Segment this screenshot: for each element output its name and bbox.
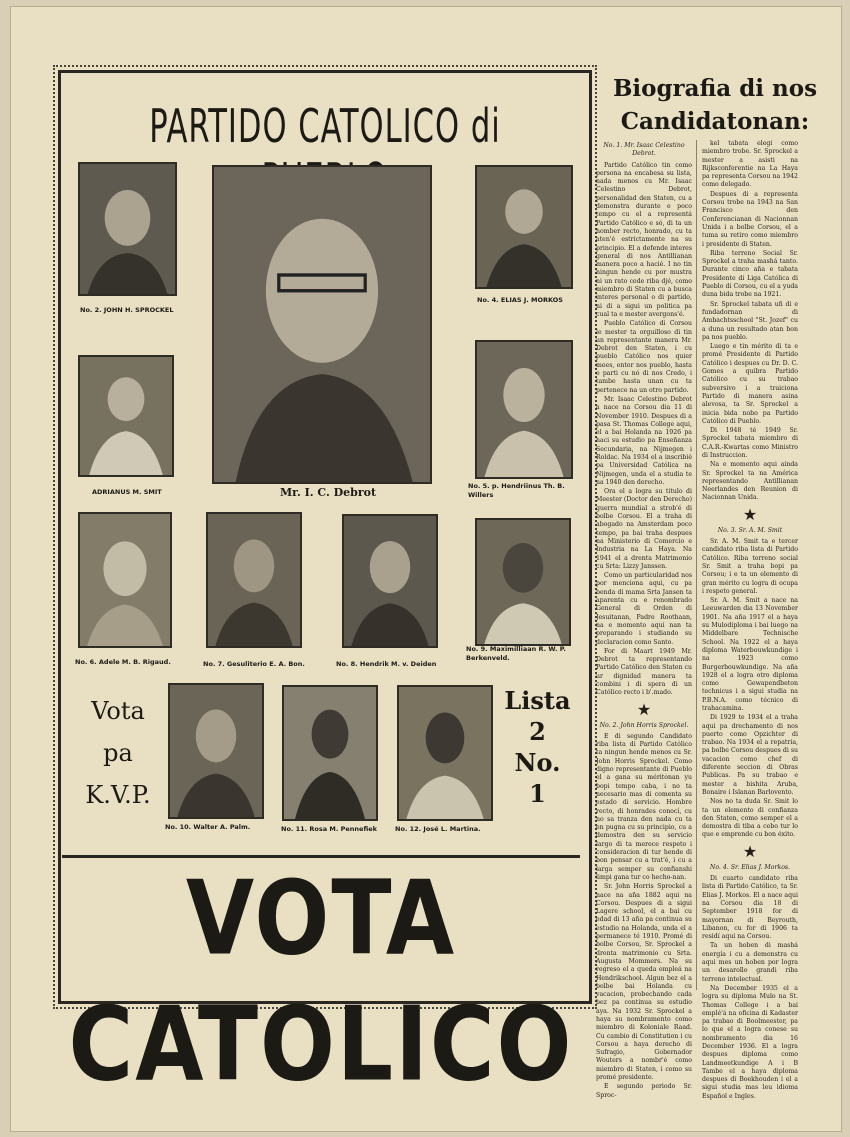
vota-line-3: K.V.P.: [85, 781, 151, 809]
candidate-photo-10: [168, 683, 264, 819]
bio-paragraph: Sr. Sprockel tabata uñ di e fundadornan di Ambachtsschool "St. Jozef" cu a duna un resultado atan bon pa nos pueblo.: [702, 300, 798, 341]
poster-title: PARTIDO CATOLICO di: [149, 100, 501, 154]
bio-paragraph: Partido Católico tin como persona na encabesa su lista, nada menos cu Mr. Isaac Celestino Debrot, personalidad den Staten, cu a demonstra durante e poco tempo cu el a representá Partido Católico e só, di ta un homber recto, honrado, cu ta aten'é estrictamente na su principio. El a defende interes general di nos Antillianan manera poco a hacié. I no tin ningun hende cu por mustra ni un rato cede riba djé, como miembro di Staten cu a busca interes personal o di partido, ni di a sigui un politica pa cual ta e mester avergons'é.: [596, 161, 692, 318]
bio-paragraph: Di 1929 te 1934 el a traha aqui pa drechamento di nos puerto como Opzichter di trabao. Na 1934 el a repatria, pa bolbe Corsou despues di su vacacion como chef di diferente seccion di Obras Publicas. Pa su trabao e mester a bishita Aruba, Bonaire i Islanan Barlovento.: [702, 714, 798, 796]
bio-paragraph: Pueblo Católico di Corsou le mester ta orguilloso di tin un representante manera Mr. Debrot den Staten, i cu pueblo Católico nos quier mees, enter nos pueblo, hasta e parti cu nó di nos Credo, i tambe hasta unan cu ta pertenece na un otro partido.: [596, 320, 692, 394]
bio-paragraph: Riba terreno Social Sr. Sprockel a traha mashá tanto. Durante cinco aña e tabata Presidente di Liga Católica di Pueblo di Corsou, cu el a yuda duna bida trobe na 1921.: [702, 249, 798, 299]
candidate-photo-debrot: [212, 165, 432, 484]
lista-line-3: No.: [514, 748, 561, 777]
bio-sub-2: No. 2. John Horris Sprockel.: [599, 721, 689, 729]
bio-paragraph: Di cuarto candidato riba lista di Partido Católico, ta Sr. Elias J. Morkos. El a nace aqui na Corsou dia 18 di September 1918 for di mayornan di Beyrouth, Libanon, cu for di 1906 ta residí aqui na Corsou.: [702, 875, 798, 941]
bio-paragraph: Nos no ta duda Sr. Smit lo ta un elemento di confianza den Staten, como semper el a demostra di tiba a cebo tur lo que e emprende cu bon éxito.: [702, 798, 798, 839]
caption-10: No. 10. Walter A. Palm.: [165, 823, 251, 831]
bio-paragraph: Na e momento aqui ainda Sr. Sprockel ta na América representando Antillianan Neerlandes den Reunion di Nacionnan Unida.: [702, 461, 798, 502]
bio-paragraph: E segundo periodo Sr. Sproc-: [596, 1083, 692, 1099]
lista-2-no-1: [500, 685, 575, 809]
bio-sub-1: No. 1. Mr. Isaac Celestino Debrot.: [603, 142, 685, 158]
bio-paragraph: For di Maart 1949 Mr. Debrot ta representando Partido Católico den Staten cu ur dignidad manera ta combini i di spera di un Católico recto i b'.mado.: [596, 647, 692, 697]
bio-paragraph: E di segundo Candidato riba lista di Partido Católico ta ningun hende menos cu Sr. John Horris Sprockel. Como digno representante di Pueblo el a gana su méritonan yu bopi tempo caba, i no ta necesario mas di comenta su estado di servicio. Hombre recto, di honrades conocí, cu no sa tranza den nada cu ta en pugna cu su principio, cu a demostra den su servicio largo di ta merece respeto i consideracion di tur hende di bon pensar cu a trat'é, i cu a larga semper su confianshi limpi gana tur co hecho-nan.: [596, 732, 692, 881]
lista-line-2: 2: [529, 717, 546, 746]
bio-column-1: [596, 140, 693, 1099]
star-icon: ★: [742, 841, 758, 861]
vota-catolico-banner: VOTA CATOLICO: [68, 859, 574, 1105]
bio-paragraph: Como un particularidad nos por menciona aqui, cu pa benda di mama Srta Jansen ta aparenta cu e renombrado General di Orden di Jesuitanan, Padre Roothaan, na e momento aqui nan ta preparando i studiando su declaracion como Santo.: [596, 572, 692, 646]
candidate-photo-2: [78, 162, 177, 296]
candidate-photo-5: [475, 340, 573, 479]
candidate-photo-4: [475, 165, 573, 289]
bio-title-line-2: Candidatonan:: [620, 108, 810, 135]
bio-paragraph: Ta un hoben di mashá energía i cu a demonstra cu aqui mes un hoben por logra un desarollo grandi riba terreno intelectual.: [702, 942, 798, 983]
candidate-photo-3: [78, 355, 174, 477]
bio-paragraph: Sr. A. M. Smit a nace na Leeuwarden dia 13 November 1901. Na aña 1917 el a haya su Mulodiploma i bai luego na Middelbare Technische School. Na 1922 el a haya diploma Waterbouwkundige i na 1923 como Burgerbouwkundige. Na aña 1928 el a logra otro diploma como Gewapendbeton technicus i a sigui studia na P.B.N.A. como técnico di trahacamina.: [702, 597, 798, 712]
bio-title: [595, 72, 835, 138]
bio-column-2: [702, 140, 798, 1100]
caption-8: No. 8. Hendrik M. v. Deiden: [336, 660, 437, 668]
candidate-photo-9: [475, 518, 571, 646]
bio-title-line-1: Biografia di nos: [612, 75, 818, 102]
candidate-photo-11: [282, 685, 378, 821]
candidate-photo-8: [342, 514, 438, 648]
bio-paragraph: Luego e tin mérito di ta e promé Presidente di Partido Católico i despues cu Dr. D. C. Gomes a quibra Partido Católico cu su trabao subversivo i a traiciona Partido di manera asina alevosa, ta Sr. Sprockel a inicia bida nobo pa Partido Católico di Pueblo.: [702, 343, 798, 425]
caption-4: No. 4. ELIAS J. MORKOS: [477, 296, 563, 304]
candidate-photo-6: [78, 512, 172, 648]
bio-paragraph: Ora el a logra su titulo di Meester (Doctor den Derecho) guerra mundial a strob'é di bolbe Corsou. El a traha di abogado na Amsterdam poco tempo, pa bai traha despues na Ministerio di Comercio e Industria na La Haya. Na 1941 el a drenta Matrimonio cu Srta: Lizzy Janssen.: [596, 488, 693, 570]
star-icon: ★: [742, 504, 758, 524]
caption-11: No. 11. Rosa M. Pennefiek: [281, 825, 377, 833]
bio-paragraph: Di 1948 té 1949 Sr. Sprockel tabata miembro di C.A.R.-Kwartas como Ministro di Instruccion.: [702, 427, 798, 459]
bio-paragraph: Mr. Isaac Celestino Debrot a nace na Corsou dia 11 di November 1910. Despues di a pasa St. Thomas College aqui, el a bai Holanda na 1926 pa haci su estudio pa Enseñanza Secundaria, na Nijmegen i Roldac. Na 1934 el a inscribié pa Universidad Católica na Nijmegen, unda el a studia te na 1940 den derecho.: [596, 395, 692, 486]
bio-paragraph: Na December 1935 el a logra su diploma Mulo na St. Thomas College i a bai emplé'á na oficina di Kadaster pa trabao di Boolmeester, pa lo que el a logra conese su nombramento dia 16 December 1936. El a logra despues diploma como Landmeetkundige A i B Tambe el a haya diploma despues di Boekhouden i el a sigui studia mas leu idioma Español e Ingles.: [702, 984, 798, 1100]
caption-7: No. 7. Gesuliterio E. A. Bon.: [203, 660, 305, 668]
bio-paragraph: Despues di a representa Corsou trobe na 1943 na San Francisco den Conferencianan di Nacionnan Unida i a bolbe Corsou, el a tuma su retiro como miembro i presidente di Staten.: [702, 190, 798, 248]
column-divider: [696, 140, 697, 990]
bio-paragraph: Sr. A. M. Smit ta e tercer candidato riba lista di Partido Católico. Riba terreno social Sr. Smit a traha bopi pa Corsou; i e ta un elemento di gran mérito cu logra di ocupa i respeto general.: [702, 538, 798, 595]
vota-line-2: pa: [103, 739, 133, 767]
caption-3: ADRIANUS M. SMIT: [92, 488, 162, 496]
star-icon: ★: [636, 699, 652, 719]
bio-paragraph: kel tabata elegi como miembro trobe. Sr. Sprockel a mester a asisti na Rijksconferentie na La Haya pa representa Corsou na 1942 como delegado.: [702, 140, 798, 189]
caption-debrot: Mr. I. C. Debrot: [280, 486, 377, 499]
lista-line-4: 1: [529, 779, 546, 808]
vota-pa-kvp: [68, 690, 168, 816]
bio-sub-4: No. 4. Sr. Elias J. Morkos.: [709, 863, 791, 871]
vota-line-1: Vota: [91, 697, 145, 725]
candidate-photo-12: [397, 685, 493, 821]
caption-2: No. 2. JOHN H. SPROCKEL: [80, 306, 174, 314]
caption-6: No. 6. Adele M. B. Rigaud.: [75, 658, 171, 666]
caption-5: No. 5. p. Hendriinus Th. B. Willers: [468, 482, 565, 499]
candidate-photo-7: [206, 512, 302, 648]
caption-12: No. 12. José L. Martina.: [395, 825, 481, 833]
caption-9: No. 9. Maximilliaan R. W. P. Berkenveld.: [466, 645, 566, 662]
bio-paragraph: Sr. John Horris Sprockel a nace na aña 1882 aqui na Corsou. Despues di a sigui Lagere school, el a bai cu edad di 13 aña pa continua su estudio na Holanda, unda el a permanece té 1910. Promé di bolbe Corsou, Sr. Sprockel a drenta matrimonio cu Srta. Augusta Mommers. Na su regreso el a queda empleá na Hendrikschool. Algun bez el a bolbe bai Holanda cu vacacion, probechando cada bez pa continua su estudio aya. Na 1932 Sr. Sprockel a haya su nombramento como miembro di Koloniale Raad. Cu cambio di Constitution i cu Corsou a haya derecho di Sufragio, Gobernador Wouters a nombr'é como miembro di Staten, i como su promé presidente.: [596, 883, 692, 1082]
lista-line-1: Lista: [504, 686, 571, 715]
bio-sub-3: No. 3. Sr. A. M. Smit: [717, 526, 783, 534]
